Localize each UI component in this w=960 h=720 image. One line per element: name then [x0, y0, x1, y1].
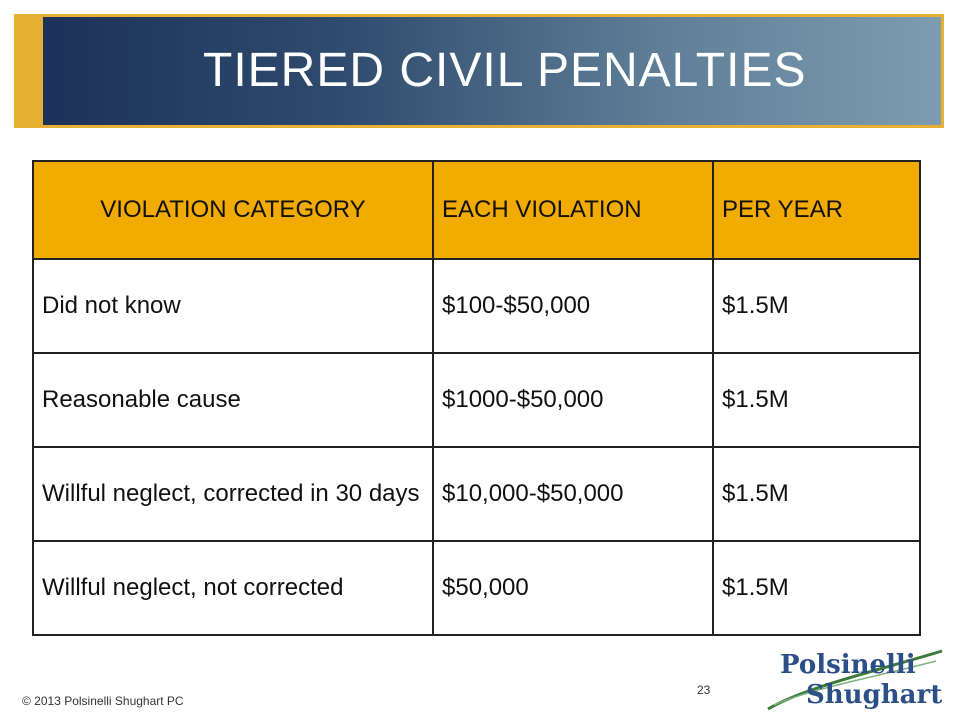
cell-category: Reasonable cause	[33, 353, 433, 447]
cell-per-year: $1.5M	[713, 541, 920, 635]
cell-category: Did not know	[33, 259, 433, 353]
table-row	[33, 541, 920, 635]
slide-title: TIERED CIVIL PENALTIES	[203, 44, 807, 97]
copyright-notice: © 2013 Polsinelli Shughart PC	[22, 694, 184, 708]
title-banner	[14, 14, 944, 128]
cell-each-violation: $100-$50,000	[433, 259, 713, 353]
header-each-violation: EACH VIOLATION	[433, 161, 713, 259]
cell-each-violation: $50,000	[433, 541, 713, 635]
table-row	[33, 259, 920, 353]
cell-category: Willful neglect, corrected in 30 days	[33, 447, 433, 541]
title-accent-stripe	[17, 17, 43, 125]
polsinelli-shughart-logo	[766, 643, 944, 711]
cell-category: Willful neglect, not corrected	[33, 541, 433, 635]
table-header-row	[33, 161, 920, 259]
logo-text-shughart: Shughart	[806, 680, 943, 710]
table-row	[33, 447, 920, 541]
cell-each-violation: $1000-$50,000	[433, 353, 713, 447]
cell-each-violation: $10,000-$50,000	[433, 447, 713, 541]
cell-per-year: $1.5M	[713, 447, 920, 541]
penalties-table	[32, 160, 921, 636]
cell-per-year: $1.5M	[713, 259, 920, 353]
header-per-year: PER YEAR	[713, 161, 920, 259]
table-row	[33, 353, 920, 447]
header-violation-category: VIOLATION CATEGORY	[33, 161, 433, 259]
page-number: 23	[697, 683, 711, 697]
cell-per-year: $1.5M	[713, 353, 920, 447]
logo-text-polsinelli: Polsinelli	[780, 650, 916, 680]
